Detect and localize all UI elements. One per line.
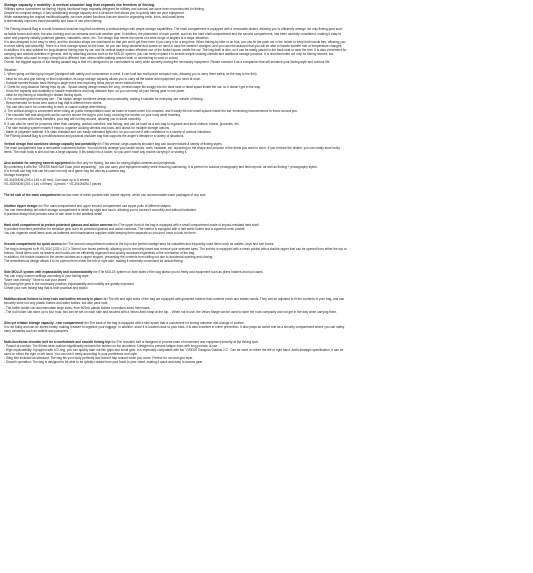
overview-line: Overall, the biggest appeal of the fishing assault bag is that it is designed to be comfortable to carry while securely storing the necessary equipment. Please consider it as a companion that will enhance your fishing style and outdoor life. bbox=[4, 60, 331, 65]
section-line: You can organize small items such as batteries and maintenance supplies while keeping them separate so you don't have to look for them. bbox=[4, 231, 197, 236]
section-line: A practical design that pursues ease of use down to the smallest detail. bbox=[4, 212, 103, 217]
situation-line: Situation: bbox=[4, 68, 18, 73]
section-line: Storage examples bbox=[4, 173, 30, 178]
situation-line: 2. Great for long distance fishing trips by car - Space-saving design means the long, vertical shape fits snugly into the back seat or dead space inside the car, so it doesn't get in the way. bbox=[4, 84, 261, 89]
overview-line: The Fishing Assault Bag is a multi-functional shoulder bag that combines a vertical design with ample storage capabilities. The main compartment is equipped with a removable divider, allowing you to efficiently arrange not only fishing gear such bbox=[4, 27, 343, 32]
section-line: It is not bulky and can be stored neatly, making it easier to organize your luggage. In addition, since it is located close to your back, it is also excellent in crime prevention. It also plays an active role as a security compartment where you can safely bbox=[4, 324, 345, 329]
feature-section bbox=[4, 223, 529, 235]
situation-line: - The shoulder belt and sling belt can be used to secure the bag to your body, reducing the burden on your body while traveling. bbox=[4, 113, 181, 118]
situation-line: The Fishing Assault Bag is a multifunctional and practical shoulder bag that supports the angler's lifestyle in a variety of situations. bbox=[4, 133, 185, 138]
overview-line: In addition, it is also suitable for long-distance fishing trips by car, and its vertical shape makes effective use of the limited space inside the car. The bag itself is slim, so it can be easily placed in the back seat or near the feet. It is also convenient for bbox=[4, 47, 347, 52]
section-line: - Pursuit of comfort: The 50mm-wide cushion significantly reduces the burden on the shoulders. Designed to prevent fatigue even with long periods of use. bbox=[4, 344, 219, 349]
section-heading: Vertical design that combines storage capacity and portability bbox=[4, 141, 97, 146]
feature-section bbox=[4, 270, 529, 290]
section-line: - Smooth operation: The bag is designed to be able to be quickly rotated from your back to your chest, making it quick and easy to access gear. bbox=[4, 360, 203, 365]
section-line: VS-3010NDM (205 x 145 x 40 mm): Can store up to 8 sheets bbox=[4, 177, 90, 182]
situation-block bbox=[4, 68, 529, 138]
section-line: The main compartment has a removable cushioned divider. You can freely arrange your tackle boxes, reels, rainwear, etc. according to the shape and purpose of the items you want to store. If you remove the divider, you can neatly store bulky bbox=[4, 146, 340, 150]
section-heading: Side MOLLE system with expandability and customizability bbox=[4, 269, 93, 274]
section-lead: <br>Not only for fishing, but also for storing digital cameras and peripherals. bbox=[70, 161, 176, 166]
section-heading: Hard shell compartment to protect polarized glasses and action cameras bbox=[4, 223, 113, 228]
section-line: - The rod holder can store up to four rods: two can be set on each side and secured with a Velcro-fixed strap at the top. - When not in use, the Velcro flange can be used to store the rods compactly and not get in the way when carrying them. bbox=[4, 309, 338, 314]
overview-line: store and properly classify polarized glasses, valuables, wires, etc. The design that meets the needs of a wide range of anglers is a major attraction. bbox=[4, 35, 210, 40]
situation-line: - Suitable scenes include bank fishing in large rivers and exploring fields you've never visited before. bbox=[4, 80, 144, 85]
section-line: It provides excellent protection for sensitive gear such as polarized glasses and action cameras. The interior is equipped with a half mesh holder and a zippered mesh pocket. bbox=[4, 227, 246, 232]
situation-line: 1. When going out fishing by bicycle (designed with safety and convenience in mind, it can hold two multi-piece compact rods, allowing you to carry them safely on the way to the fish) bbox=[4, 72, 257, 77]
section-line: You can immediately tell which storage compartment is which by sight and touch, allowing you to access it smoothly and without hesitation. bbox=[4, 207, 197, 212]
section-lead: <br>The main compartment and upper second compartment use zipper pulls of different shapes. bbox=[37, 203, 172, 208]
section-heading: Multi-functional shoulder belt for a comfortable and smooth fishing trip bbox=[4, 340, 111, 344]
section-line: used on either the right or left hand. You can use it freely according to your preference and style. bbox=[4, 352, 138, 357]
situation-line: - It has the capacity and durability to handle expeditions and long distance trips, so you can keep all your fishing gear in one place. bbox=[4, 88, 186, 93]
intro-line: While maintaining the original multifunctionality, we have added functions that are ideal for organizing reels, lures, and small items. bbox=[4, 15, 185, 20]
feature-section bbox=[4, 340, 529, 365]
situation-line: 4. The vertical design is convenient when riding on public transportation such as trains or buses when it is crowded, and it easily fits into small spaces inside the car, minimizing inconvenience to those around you. bbox=[4, 109, 298, 114]
section-lead: <br>The upper front of the bag is equipped with a small compartment made of impact-resistant hard shell. bbox=[112, 223, 260, 228]
section-line: By combining it with the "ORESS Multi Soft Case (sold separately)", you can carry your equipment safely while ensuring cushioning. It is perfect for outdoor photography and field reports, as well as fishing + photography styles. bbox=[4, 165, 318, 170]
situation-line: - Recommended for those who want a bag that is different from others. bbox=[4, 101, 103, 106]
situation-line: 3. For commuting and everyday use - The stylish design combines design and practicality, making it suitable for everyday use outside of fishing. bbox=[4, 96, 204, 101]
feature-section bbox=[4, 142, 529, 154]
section-line: bottom. Small items such as leaders and hooks can be efficiently organized and quickly accessed regardless of the orientation of the bag. bbox=[4, 250, 195, 255]
section-lead: <br>The second compartment located at the top is the perfect storage area for valuables and frequently used items such as wallets, keys and lure boxes. bbox=[61, 242, 275, 247]
overview-line: as tackle boxes and reels, but also clothing such as rainwear and cold weather gear. In addition, the placement of each pocket, such as the hard shell compartment and the second compartment, has been carefully considered, making it easy to bbox=[4, 31, 342, 36]
section-line: In addition, the buckle located in the center doubles as a zipper stopper, preventing the contents from falling out due to accidental opening and closing. bbox=[4, 254, 214, 259]
section-line: - The bottle holder can accommodate large sizes, from 500mL plastic bottles to medium-sized thermoses. bbox=[4, 305, 151, 310]
section-line: - High expandability: Equipped with a D-ring, you can quickly take out fish grips and small gear. It is especially compatible with the "ORESS Gasspan Gladius 2.0". Can be used on either the left or right hand. Ambi-strategic specification, it can be bbox=[4, 348, 344, 353]
situation-line: - Ideal for run-and-gun fishing or field exploration, its large storage capacity allows you to carry all the tackle and equipment you need at once. bbox=[4, 76, 201, 81]
situation-line: - Made of polyester material, it is stain-resistant and can easily withstand light rain, so you can use it with confidence in a variety of outdoor situations. bbox=[4, 129, 212, 134]
section-lead: <br>The back of the bag is equipped with a slim space that is convenient for storing rainwear and change of clothes. bbox=[83, 320, 245, 325]
section-line: By placing the gear in the necessary position, expandability and mobility are greatly improved. bbox=[4, 282, 135, 287]
overview-line: also for those who want to enjoy a bag that is different from others while walking around town or commuting to work or school. bbox=[4, 56, 179, 61]
intro-line: Despite its compact design, it has outstanding storage capacity and a structure that allows you to quickly take out your equipment. bbox=[4, 11, 185, 16]
overview-line: camping and outdoor activities in general, and by attaching various tools to the MOLLE system, you can freely expand it to include simple cooking utensils and additional storage pouches. It is recommended not only for fishing scenes, but bbox=[4, 52, 334, 57]
overview-line: to move safely and smoothly. There is a front storage space on the back, so you can keep rainwear and towels on hand in case the weather changes, and you can rest assured that you will be able to handle sudden rain or temperature changes. bbox=[4, 43, 343, 48]
section-line: securely store not only plastic bottles and water bottles, but also pack rods. bbox=[4, 301, 109, 306]
section-heading: Intuitive zipper design bbox=[4, 203, 38, 208]
section-heading: Also suitable for carrying camera equipment bbox=[4, 161, 71, 166]
situation-line: - Even on routes with many transfers, your bag will not flap around, allowing you to travel smoothly. bbox=[4, 117, 142, 122]
feature-section bbox=[4, 161, 529, 186]
feature-section bbox=[4, 297, 529, 313]
situation-line: - Ideal for trip fishing or travelling to distant fishing spots. bbox=[4, 92, 83, 97]
section-line: You can enjoy custom settings according to your fishing style. bbox=[4, 273, 90, 278]
section-heading: The lid side of the main compartment bbox=[4, 192, 60, 197]
section-lead: <br>The left and right sides of the bag are equipped with gusseted holders that combine mesh and elastic bands. They can be adjusted to fit the contents of your bag, and can bbox=[101, 297, 345, 302]
section-line: carry valuables such as wallets and passports. bbox=[4, 328, 69, 333]
section-line: - Sling belt included as standard: The bag fits your body perfectly and doesn't flap around when you move. Perfect for run-and-gun style. bbox=[4, 356, 194, 361]
section-heading: Multifunctional holders to keep rods and bottles securely in place bbox=[4, 297, 102, 302]
section-line: The bag is designed to fit VS-3010 (233 x 117 x 34mm) lure boxes perfectly, allowing you to smoothly insert and remove your selected lures. The interior is equipped with a mesh pocket with a double zipper that can be opened from either the top or bbox=[4, 246, 347, 251]
section-line: Create your own fishing bag that is both practical and stylish. bbox=[4, 286, 89, 291]
feature-section bbox=[4, 204, 529, 216]
section-lead: <br>This vertical, large-capacity shoulder bag can accommodate a variety of fishing styles. bbox=[96, 141, 223, 146]
section-line: items. The main body is slim but has a large capacity. It fits easily into a locker, so you won't have any trouble carrying it or storing it. bbox=[4, 150, 188, 155]
feature-section bbox=[4, 242, 529, 262]
overview-block bbox=[4, 27, 529, 64]
feature-section bbox=[4, 321, 529, 333]
section-lead: <br>The shoulder belt is designed to provide ease of movement and equipment security at the fishing spot. bbox=[110, 340, 259, 344]
doc-title: Storage capacity x mobility: A vertical shoulder bag that expands the freedom of fishing. bbox=[4, 3, 156, 7]
section-heading: Slim yet reliable storage capacity - rear compartment bbox=[4, 320, 84, 325]
overview-line: It is also designed to be easy to carry, and the shoulder straps are cushioned so that you won't get tired even if you carry it for a long time. When fishing by bike or on foot, you can fix the pack rod in the holder to keep both hands free, allowing you bbox=[4, 39, 346, 44]
section-lead: <br>The MOLLE system on both sides of the bag allows you to freely add equipment such as pliers holders and tool cases. bbox=[92, 269, 264, 274]
section-lead: has two rows of mesh pockets with double zippers, which can accommodate warm packages of any size. bbox=[59, 192, 207, 197]
intro-block bbox=[4, 7, 529, 23]
situation-line: 5. It can also be used for purposes other than camping, outdoor activities, and fishing, and can be used as a sub-bag to organize and store clothes, towels, groceries, etc. bbox=[4, 121, 240, 126]
section-line: It is a multi-use bag that can be used not only as a game bag but also as a camera bag. bbox=[4, 169, 126, 174]
section-line: "More user-friendly" "More to suit your tastes" bbox=[4, 278, 68, 283]
section-heading: Second compartment for quick access bbox=[4, 242, 62, 247]
section-line: The ambidextrous design allows it to be opened from either the left or right side, making it extremely convenient for actual fishing. bbox=[4, 258, 184, 263]
intro-line: *Military specs customized for fishing: Highly functional bags originally designed for military and survival use have been reconstructed for fishing. bbox=[4, 7, 205, 12]
section-line: VS-3020NDM (201 x 145 x 59mm): 4 pieces + VS-3010NDM 2 pieces bbox=[4, 181, 102, 186]
situation-line: - You can also use it for commuting to work or casual outings after fishing. bbox=[4, 105, 107, 110]
intro-line: It dramatically improves maneuverability and ease of use when fishing. bbox=[4, 19, 103, 24]
situation-line: - The side molding system makes it easy to organize cooking utensils and tools, and allows for multiple storage options. bbox=[4, 125, 170, 130]
